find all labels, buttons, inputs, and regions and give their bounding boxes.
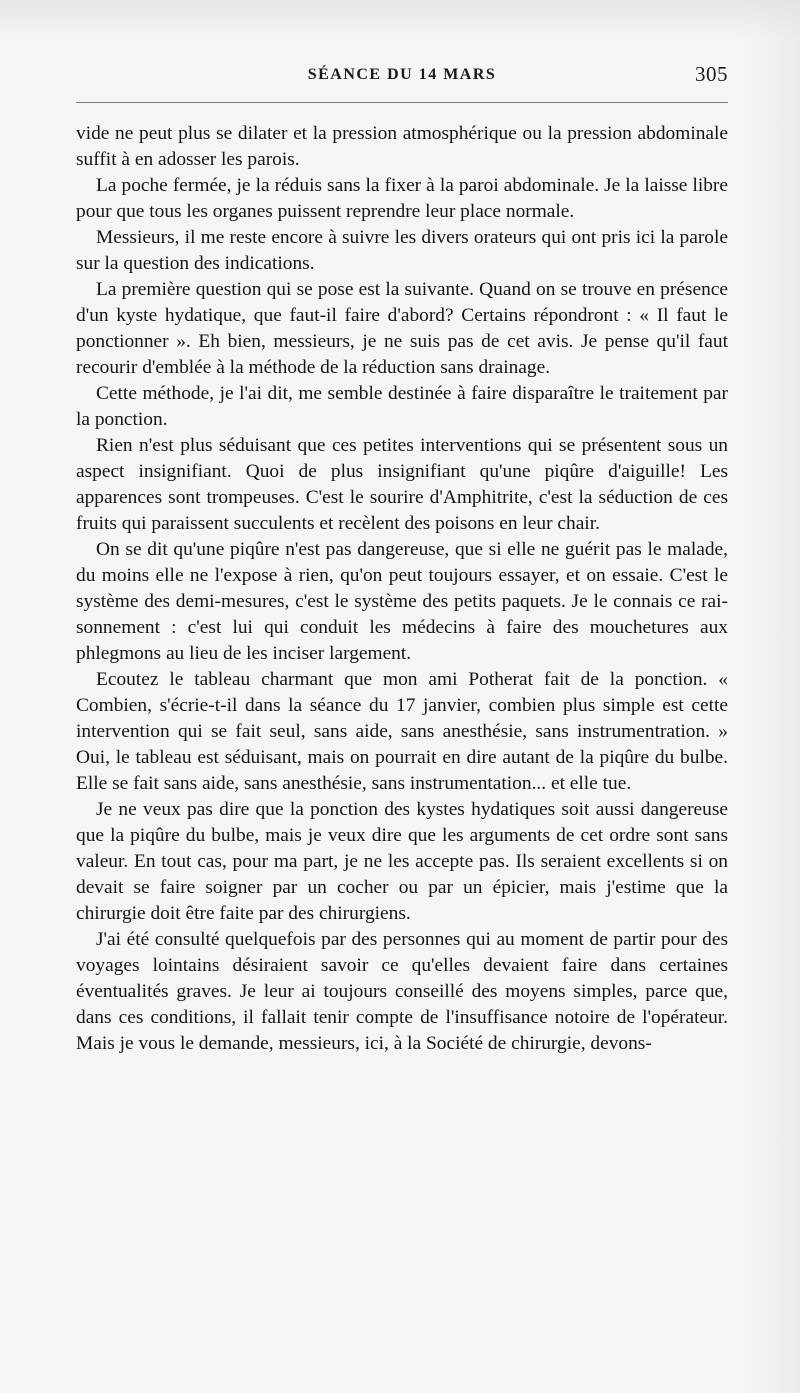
running-head: SÉANCE DU 14 MARS: [307, 66, 497, 83]
body-text: [76, 121, 728, 1057]
paragraph: J'ai été consulté quelquefois par des personnes qui au moment de partir pour des voyages lointains désiraient savoir ce qu'elles devaient faire dans certaines éventualités graves. Je leur ai toujours conseillé des moyens simples, parce que, dans ces conditions, il fallait tenir compte de l'insuffisance notoire de l'opérateur. Mais je vous le demande, messieurs, ici, à la Société de chirurgie, devons-: [76, 929, 728, 1054]
page-header: [76, 62, 728, 96]
header-rule: [76, 102, 728, 103]
paragraph: Messieurs, il me reste encore à suivre les divers orateurs qui ont pris ici la parole sur la question des indications.: [76, 227, 728, 274]
paragraph: Cette méthode, je l'ai dit, me semble destinée à faire disparaître le traitement par la ponction.: [76, 383, 728, 430]
paragraph: On se dit qu'une piqûre n'est pas dangereuse, que si elle ne guérit pas le malade, du moins elle ne l'expose à rien, qu'on peut toujours essayer, et on essaie. C'est le système des demi-mesures, c'est le système des petits paquets. Je le connais ce raisonnement : c'est lui qui conduit les médecins à faire des mouchetures aux phlegmons au lieu de les inciser largement.: [76, 539, 728, 664]
page-number: 305: [695, 62, 728, 86]
paragraph: La première question qui se pose est la suivante. Quand on se trouve en présence d'un kyste hydatique, que faut-il faire d'abord? Certains répondront : « Il faut le ponctionner ». Eh bien, messieurs, je ne suis pas de cet avis. Je pense qu'il faut recourir d'emblée à la méthode de la réduction sans drainage.: [76, 279, 728, 378]
page-edge-shading: [0, 0, 800, 40]
paragraph: La poche fermée, je la réduis sans la fixer à la paroi abdominale. Je la laisse libre pour que tous les organes puissent reprendre leur place normale.: [76, 175, 728, 222]
paragraph: vide ne peut plus se dilater et la pression atmosphérique ou la pression abdominale suffit à en adosser les parois.: [76, 123, 728, 170]
page-margin-shading: [740, 0, 800, 1393]
paragraph: Je ne veux pas dire que la ponction des kystes hydatiques soit aussi dangereuse que la piqûre du bulbe, mais je veux dire que les arguments de cet ordre sont sans valeur. En tout cas, pour ma part, je ne les accepte pas. Ils seraient excellents si on devait se faire soigner par un cocher ou par un épicier, mais j'estime que la chirurgie doit être faite par des chirurgiens.: [76, 799, 728, 924]
paragraph: Ecoutez le tableau charmant que mon ami Potherat fait de la ponction. « Combien, s'écrie-t-il dans la séance du 17 janvier, combien plus simple est cette intervention qui se fait seul, sans aide, sans anesthésie, sans instrumentration. » Oui, le tableau est séduisant, mais on pourrait en dire autant de la piqûre du bulbe. Elle se fait sans aide, sans anesthésie, sans instrumentation... et elle tue.: [76, 669, 728, 794]
paragraph: Rien n'est plus séduisant que ces petites interventions qui se présentent sous un aspect insignifiant. Quoi de plus insignifiant qu'une piqûre d'aiguille! Les apparences sont trompeuses. C'est le sourire d'Amphitrite, c'est la séduction de ces fruits qui paraissent succulents et recèlent des poisons en leur chair.: [76, 435, 728, 534]
